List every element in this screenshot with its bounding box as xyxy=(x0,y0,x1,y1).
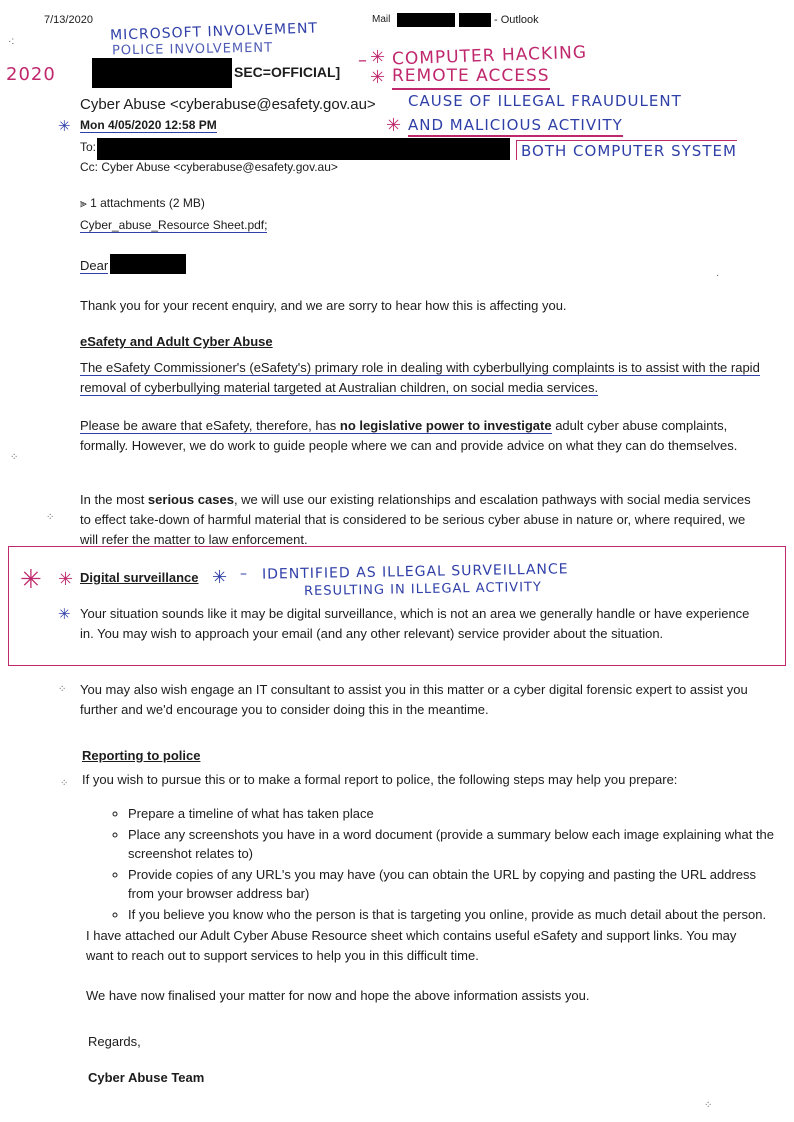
paragraph-report-police: If you wish to pursue this or to make a formal report to police, the following steps may help you prepare: xyxy=(82,772,678,787)
handwritten-note-resulting: RESULTING IN ILLEGAL ACTIVITY xyxy=(303,579,542,600)
email-cc: Cc: Cyber Abuse <cyberabuse@esafety.gov.au> xyxy=(80,160,338,174)
handwritten-note-both: BOTH COMPUTER SYSTEM xyxy=(516,140,737,160)
email-signoff: Regards, xyxy=(88,1034,141,1049)
name-redaction xyxy=(110,254,186,274)
asterisk-icon: ✳ xyxy=(212,567,228,587)
email-signature: Cyber Abuse Team xyxy=(88,1070,205,1085)
email-greeting: Dear xyxy=(80,258,109,273)
attachment-count: ⫸ 1 attachments (2 MB) xyxy=(80,196,205,210)
attachment-link[interactable]: Cyber_abuse_Resource Sheet.pdf; xyxy=(80,218,268,232)
asterisk-icon: ✳ xyxy=(386,115,402,135)
asterisk-icon: ✳ xyxy=(370,67,386,87)
email-date: Mon 4/05/2020 12:58 PM xyxy=(80,118,217,132)
window-title-suffix: - Outlook xyxy=(494,14,539,26)
paragraph-resource-sheet: I have attached our Adult Cyber Abuse Resource sheet which contains useful eSafety and support links. You may want to reach out to support services to help you in this difficult time. xyxy=(86,928,737,963)
handwritten-note-remote: REMOTE ACCESS xyxy=(392,66,550,90)
paragraph-surveillance: Your situation sounds like it may be digital surveillance, which is not an area we generally handle or have experience in. You may wish to approach your email (and any other relevant) service provider about the situation. xyxy=(80,606,750,641)
intro-paragraph: Thank you for your recent enquiry, and we are sorry to hear how this is affecting you. xyxy=(80,298,567,313)
email-from: Cyber Abuse <cyberabuse@esafety.gov.au> xyxy=(80,96,376,113)
asterisk-icon: ✳ xyxy=(20,564,42,594)
paragraph-finalised: We have now finalised your matter for now and hope the above information assists you. xyxy=(86,988,590,1003)
list-item: ◦ Provide copies of any URL's you may have (you can obtain the URL by copying and pasting the URL address from your browser address bar) xyxy=(128,865,778,903)
section-heading-esafety: eSafety and Adult Cyber Abuse xyxy=(80,334,273,349)
email-subject-suffix: SEC=OFFICIAL] xyxy=(234,64,341,80)
handwritten-note-hacking: COMPUTER HACKING xyxy=(391,42,588,70)
window-title-prefix: Mail xyxy=(372,14,391,25)
handwritten-note-identified: IDENTIFIED AS ILLEGAL SURVEILLANCE xyxy=(261,561,569,583)
scan-speck: ⁘ xyxy=(10,452,19,463)
print-date: 7/13/2020 xyxy=(44,14,93,26)
handwritten-note-cause: CAUSE OF ILLEGAL FRAUDULENT xyxy=(408,92,682,110)
paragraph-it-consultant: You may also wish engage an IT consultant to assist you in this matter or a cyber digital forensic expert to assist you further and we'd encourage you to consider doing this in the meantime. xyxy=(80,682,748,717)
scan-speck: ⁘ xyxy=(46,512,55,523)
paragraph-legislative-power: Please be aware that eSafety, therefore, has no legislative power to investigate adult cyber abuse complaints, formally. However, we do work to guide people where we can and provide advice on what they can do themselves. xyxy=(80,418,738,453)
section-heading-reporting: Reporting to police xyxy=(82,748,201,763)
asterisk-icon: ✳ xyxy=(58,606,71,623)
subject-redaction xyxy=(92,58,232,88)
section-heading-digital-surveillance: Digital surveillance xyxy=(80,570,199,585)
scan-speck: ⁘ xyxy=(60,778,69,789)
paragraph-primary-role: The eSafety Commissioner's (eSafety's) primary role in dealing with cyberbullying complaints is to assist with the rapid removal of cyberbullying material targeted at Australian children, on social media services. xyxy=(80,360,760,395)
handwritten-dash: – xyxy=(358,50,368,71)
handwritten-dash: – xyxy=(240,566,248,582)
handwritten-note-police: POLICE INVOLVEMENT xyxy=(111,40,274,59)
handwritten-year: 2020 xyxy=(6,64,56,85)
scan-speck: · xyxy=(716,270,720,281)
list-item: ◦ If you believe you know who the person is that is targeting you online, provide as much detail about the person. xyxy=(128,905,778,924)
scan-speck: ⁘ xyxy=(704,1100,713,1111)
handwritten-note-microsoft: MICROSOFT INVOLVEMENT xyxy=(109,20,319,44)
paragraph-serious-cases: In the most serious cases, we will use our existing relationships and escalation pathways with social media services to effect take-down of harmful material that is considered to be serious cyber abuse in nature or, where required, we will refer the matter to law enforcement. xyxy=(80,492,751,547)
list-item: ◦ Place any screenshots you have in a word document (provide a summary below each image explaining what the screenshot relates to) xyxy=(128,825,778,863)
asterisk-icon: ✳ xyxy=(370,47,386,67)
scan-speck: ·: xyxy=(8,36,15,47)
handwritten-note-malicious: AND MALICIOUS ACTIVITY xyxy=(408,116,623,137)
email-to-label: To: xyxy=(80,140,97,154)
scan-speck: ⁘ xyxy=(58,684,67,695)
recipient-redaction xyxy=(97,138,510,160)
redaction-bar xyxy=(397,13,455,27)
steps-list xyxy=(108,804,778,926)
asterisk-icon: ✳ xyxy=(58,118,71,135)
list-item: ◦ Prepare a timeline of what has taken place xyxy=(128,804,778,823)
asterisk-icon: ✳ xyxy=(58,569,74,589)
redaction-bar xyxy=(459,13,491,27)
paperclip-icon: ⫸ xyxy=(80,196,87,210)
